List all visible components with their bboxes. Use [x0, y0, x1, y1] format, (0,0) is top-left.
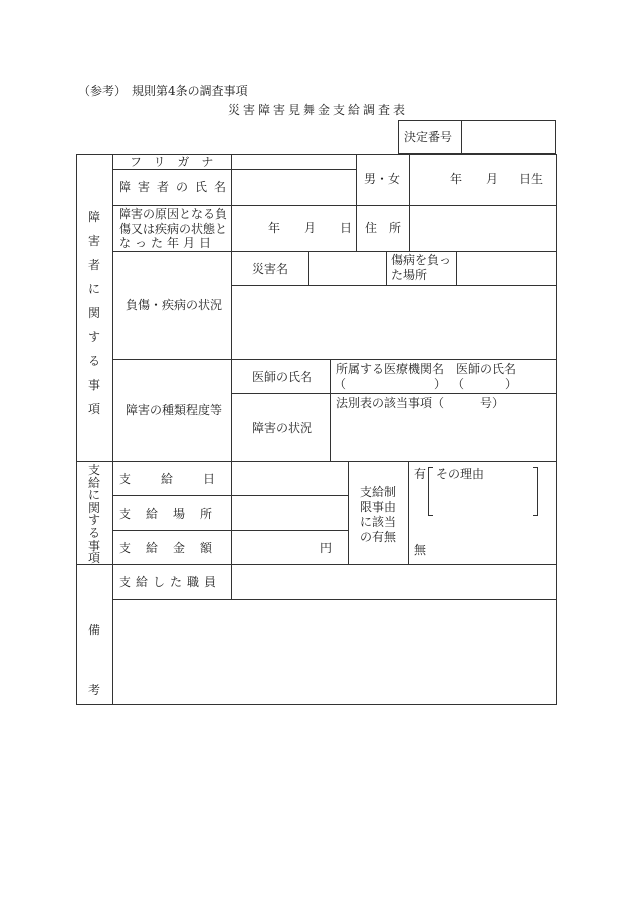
cause-date-label-1: 障害の原因となる負	[119, 207, 228, 221]
reason-bracket-left	[428, 467, 433, 516]
birth-month-label: 月	[486, 172, 499, 186]
injury-place-label-2: た場所	[391, 268, 428, 282]
name-label: 障害者の氏名	[119, 180, 234, 194]
section-remarks-label: 備考	[87, 623, 100, 697]
reason-bracket-right	[533, 467, 538, 516]
restriction-label-3: に該当	[360, 515, 397, 529]
address-field[interactable]	[410, 206, 556, 250]
doctor-paren-close: ）	[505, 377, 518, 391]
address-label: 住 所	[365, 221, 402, 235]
payment-place-label: 支給場所	[119, 507, 228, 521]
institution-paren-open: （	[334, 377, 347, 391]
yen-label: 円	[320, 541, 333, 555]
disaster-name-label: 災害名	[252, 262, 289, 276]
payment-date-label: 支給日	[119, 472, 246, 486]
doctor-name-label: 医師の氏名	[252, 370, 313, 384]
cause-day-label: 日	[340, 221, 353, 235]
furigana-label: フリガナ	[130, 155, 226, 169]
section-disabled-label: 障害者に関する事項	[87, 210, 100, 416]
staff-label: 支給した職員	[119, 575, 222, 589]
restriction-label-1: 支給制	[360, 485, 397, 499]
injury-status-field[interactable]	[232, 286, 556, 358]
reason-label: その理由	[436, 467, 485, 481]
name-field[interactable]	[232, 170, 355, 204]
disaster-name-field[interactable]	[309, 252, 385, 284]
payment-date-field[interactable]	[232, 462, 347, 494]
birth-year-label: 年	[450, 172, 463, 186]
appendix-label: 法別表の該当事項（ 号）	[336, 396, 505, 410]
disability-status-label: 障害の状況	[252, 421, 313, 435]
restriction-no-option[interactable]: 無	[414, 543, 427, 557]
decision-number-label: 決定番号	[404, 130, 453, 144]
institution-label: 所属する医療機関名 医師の氏名	[336, 362, 517, 376]
reason-field[interactable]	[436, 482, 531, 514]
cause-date-label-3: なった年月日	[119, 236, 216, 250]
cause-month-label: 月	[304, 221, 317, 235]
disability-status-field[interactable]	[331, 410, 556, 460]
restriction-label-2: 限事由	[360, 500, 397, 514]
furigana-field[interactable]	[232, 155, 355, 169]
restriction-yes-option[interactable]: 有	[414, 467, 427, 481]
payment-amount-field[interactable]	[232, 531, 318, 563]
decision-number-field[interactable]	[462, 121, 555, 153]
institution-field[interactable]	[346, 376, 432, 392]
doctor-name-field[interactable]	[464, 376, 504, 392]
institution-paren-close: ）	[434, 377, 447, 391]
disability-degree-label: 障害の種類程度等	[126, 403, 223, 417]
birth-day-label: 日生	[519, 172, 544, 186]
doctor-paren-open: （	[452, 377, 465, 391]
staff-field[interactable]	[232, 565, 556, 598]
restriction-label-4: の有無	[360, 530, 397, 544]
reference-note: （参考） 規則第4条の調査事項	[78, 84, 248, 98]
form-title: 災害障害見舞金支給調査表	[228, 103, 409, 117]
cause-date-label-2: 傷又は疾病の状態と	[119, 222, 228, 236]
injury-place-label-1: 傷病を負っ	[391, 253, 452, 267]
section-payment-label: 支給に関する事項	[87, 463, 100, 566]
cause-year-label: 年	[268, 221, 281, 235]
sex-selector[interactable]: 男・女	[364, 172, 401, 186]
remarks-field[interactable]	[113, 600, 556, 704]
injury-status-label: 負傷・疾病の状況	[126, 298, 223, 312]
payment-place-field[interactable]	[232, 496, 347, 529]
injury-place-field[interactable]	[457, 252, 556, 284]
payment-amount-label: 支給金額	[119, 541, 228, 555]
